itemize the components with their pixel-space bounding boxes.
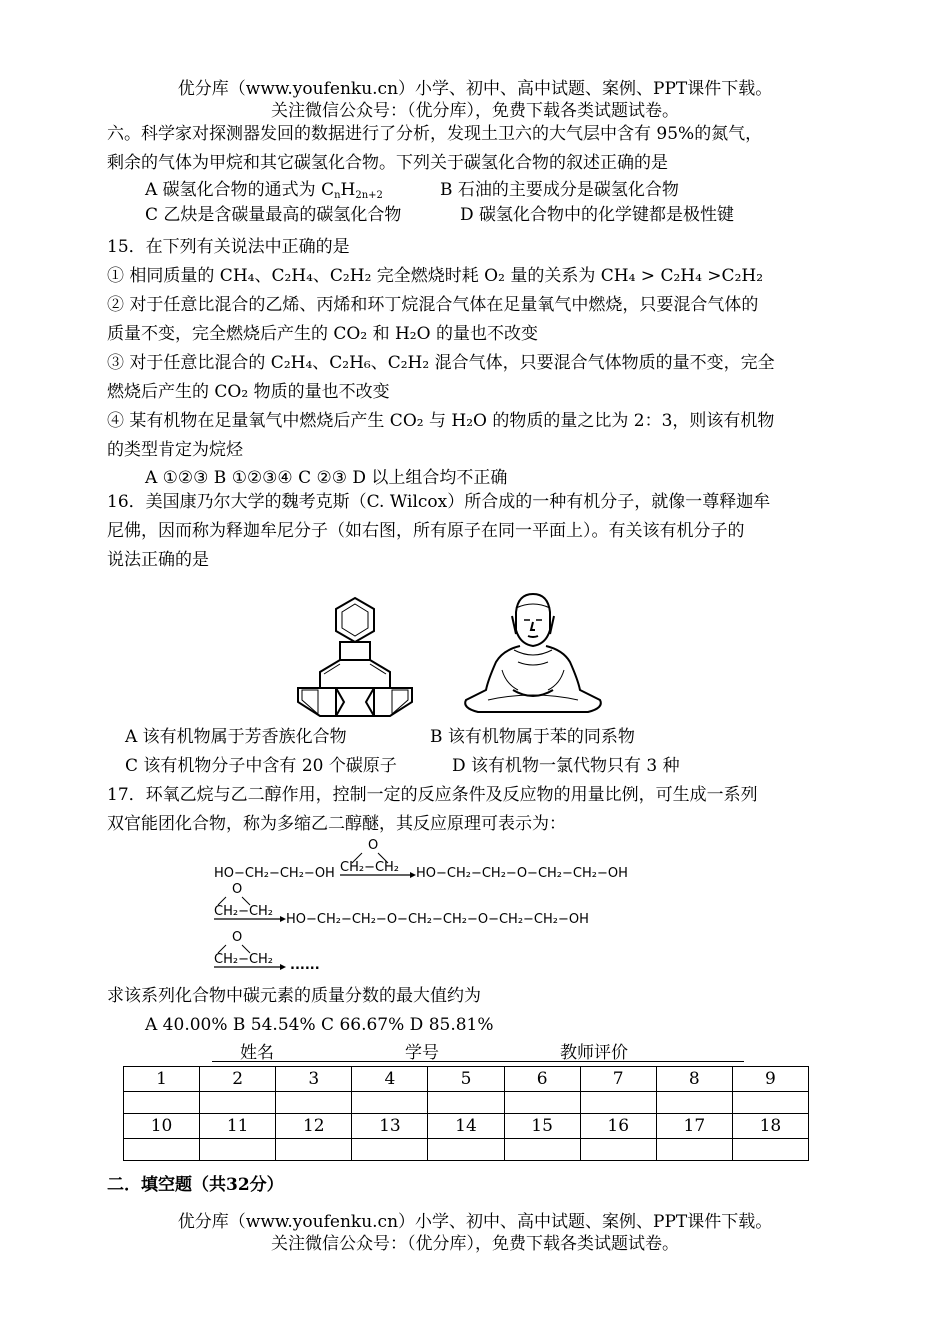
answer-cell[interactable] xyxy=(276,1092,352,1114)
svg-text:O: O xyxy=(368,838,379,853)
epoxide-reagent-1 xyxy=(340,838,399,875)
answer-number-row-1 xyxy=(124,1067,809,1092)
q17-line-1: 17．环氧乙烷与乙二醇作用，控制一定的反应条件及反应物的用量比例，可生成一系列 xyxy=(107,785,758,805)
q16-option-a: A 该有机物属于芳香族化合物 xyxy=(125,727,347,747)
answer-sheet-underline xyxy=(212,1061,744,1062)
q-six-option-d: D 碳氢化合物中的化学键都是极性键 xyxy=(460,205,735,225)
answer-cell[interactable] xyxy=(580,1139,656,1161)
answer-number-row-2 xyxy=(124,1114,809,1139)
q-six-option-b: B 石油的主要成分是碳氢化合物 xyxy=(440,180,679,200)
answer-number: 7 xyxy=(580,1067,656,1092)
answer-blank-row-2 xyxy=(124,1139,809,1161)
answer-number: 15 xyxy=(504,1114,580,1139)
svg-text:CH₂−CH₂: CH₂−CH₂ xyxy=(214,952,274,967)
q15-stem: 15．在下列有关说法中正确的是 xyxy=(107,237,350,257)
student-id-label: 学号 xyxy=(405,1043,439,1063)
answer-cell[interactable] xyxy=(732,1139,808,1161)
q16-line-1: 16．美国康乃尔大学的魏考克斯（C. Wilcox）所合成的一种有机分子，就像一尊释迦牟 xyxy=(107,492,771,512)
answer-number: 8 xyxy=(656,1067,732,1092)
q16-option-d: D 该有机物一氯代物只有 3 种 xyxy=(452,756,680,776)
q-six-line-2: 剩余的气体为甲烷和其它碳氢化合物。下列关于碳氢化合物的叙述正确的是 xyxy=(107,153,668,173)
buddha-figure xyxy=(458,590,608,720)
epoxide-reagent-3 xyxy=(214,930,273,967)
q-six-option-a: A 碳氢化合物的通式为 $C_nH_{2n+2}$ xyxy=(145,180,383,201)
answer-cell[interactable] xyxy=(200,1092,276,1114)
answer-cell[interactable] xyxy=(124,1092,200,1114)
answer-cell[interactable] xyxy=(656,1092,732,1114)
answer-grid xyxy=(123,1066,809,1161)
answer-number: 1 xyxy=(124,1067,200,1092)
answer-number: 4 xyxy=(352,1067,428,1092)
reaction-scheme xyxy=(210,835,650,975)
q15-statement-4b: 的类型肯定为烷烃 xyxy=(107,440,243,460)
answer-cell[interactable] xyxy=(352,1139,428,1161)
answer-number: 2 xyxy=(200,1067,276,1092)
answer-cell[interactable] xyxy=(732,1092,808,1114)
answer-number: 13 xyxy=(352,1114,428,1139)
q16-option-b: B 该有机物属于苯的同系物 xyxy=(430,727,635,747)
q15-statement-2a: ② 对于任意比混合的乙烯、丙烯和环丁烷混合气体在足量氧气中燃烧，只要混合气体的 xyxy=(107,295,759,315)
q15-options: A ①②③ B ①②③④ C ②③ D 以上组合均不正确 xyxy=(145,468,508,488)
svg-text:O: O xyxy=(232,882,243,897)
q16-line-2: 尼佛，因而称为释迦牟尼分子（如右图，所有原子在同一平面上）。有关该有机分子的 xyxy=(107,521,745,541)
epoxide-reagent-2 xyxy=(214,882,273,919)
shakyamuni-molecule-figure xyxy=(290,590,420,720)
q15-statement-3b: 燃烧后产生的 CO₂ 物质的量也不改变 xyxy=(107,382,390,402)
answer-number: 17 xyxy=(656,1114,732,1139)
answer-number: 14 xyxy=(428,1114,504,1139)
section-2-title: 二．填空题（共32分） xyxy=(107,1175,284,1195)
answer-cell[interactable] xyxy=(504,1092,580,1114)
answer-cell[interactable] xyxy=(276,1139,352,1161)
eq3-continuation: ...... xyxy=(290,958,320,973)
q15-statement-1: ① 相同质量的 CH₄、C₂H₄、C₂H₂ 完全燃烧时耗 O₂ 量的关系为 CH₄ > C₂H₄ >C₂H₂ xyxy=(107,266,764,286)
answer-number: 9 xyxy=(732,1067,808,1092)
answer-cell[interactable] xyxy=(504,1139,580,1161)
teacher-eval-label: 教师评价 xyxy=(560,1043,628,1063)
q15-statement-2b: 质量不变，完全燃烧后产生的 CO₂ 和 H₂O 的量也不改变 xyxy=(107,324,538,344)
answer-number: 11 xyxy=(200,1114,276,1139)
answer-cell[interactable] xyxy=(352,1092,428,1114)
q16-line-3: 说法正确的是 xyxy=(107,550,209,570)
answer-number: 18 xyxy=(732,1114,808,1139)
answer-cell[interactable] xyxy=(580,1092,656,1114)
q17-options: A 40.00% B 54.54% C 66.67% D 85.81% xyxy=(145,1015,494,1035)
footer-line-2: 关注微信公众号：（优分库），免费下载各类试题试卷。 xyxy=(271,1234,679,1254)
eq1-reactant: HO−CH₂−CH₂−OH xyxy=(214,866,335,881)
q15-statement-3a: ③ 对于任意比混合的 C₂H₄、C₂H₆、C₂H₂ 混合气体，只要混合气体物质的量不变，完全 xyxy=(107,353,775,373)
q17-question: 求该系列化合物中碳元素的质量分数的最大值约为 xyxy=(107,986,481,1006)
header-line-1: 优分库（www.youfenku.cn）小学、初中、高中试题、案例、PPT课件下载。 xyxy=(177,79,773,99)
q16-option-c: C 该有机物分子中含有 20 个碳原子 xyxy=(125,756,397,776)
eq1-product: HO−CH₂−CH₂−O−CH₂−CH₂−OH xyxy=(416,866,628,881)
q-six-option-c: C 乙炔是含碳量最高的碳氢化合物 xyxy=(145,205,402,225)
q17-line-2: 双官能团化合物，称为多缩乙二醇醚，其反应原理可表示为： xyxy=(107,814,566,834)
answer-number: 10 xyxy=(124,1114,200,1139)
answer-number: 3 xyxy=(276,1067,352,1092)
answer-blank-row-1 xyxy=(124,1092,809,1114)
answer-number: 12 xyxy=(276,1114,352,1139)
answer-cell[interactable] xyxy=(656,1139,732,1161)
answer-cell[interactable] xyxy=(428,1092,504,1114)
q15-statement-4a: ④ 某有机物在足量氧气中燃烧后产生 CO₂ 与 H₂O 的物质的量之比为 2：3，则该有机物 xyxy=(107,411,775,431)
answer-number: 6 xyxy=(504,1067,580,1092)
answer-cell[interactable] xyxy=(428,1139,504,1161)
header-line-2: 关注微信公众号：（优分库），免费下载各类试题试卷。 xyxy=(271,101,679,121)
svg-text:O: O xyxy=(232,930,243,945)
svg-text:CH₂−CH₂: CH₂−CH₂ xyxy=(340,860,400,875)
answer-cell[interactable] xyxy=(200,1139,276,1161)
answer-number: 5 xyxy=(428,1067,504,1092)
name-label: 姓名 xyxy=(240,1043,274,1063)
q-six-line-1: 六。科学家对探测器发回的数据进行了分析，发现土卫六的大气层中含有 95%的氮气， xyxy=(107,124,763,144)
answer-number: 16 xyxy=(580,1114,656,1139)
svg-text:CH₂−CH₂: CH₂−CH₂ xyxy=(214,904,274,919)
footer-line-1: 优分库（www.youfenku.cn）小学、初中、高中试题、案例、PPT课件下载。 xyxy=(177,1212,773,1232)
answer-cell[interactable] xyxy=(124,1139,200,1161)
eq2-product: HO−CH₂−CH₂−O−CH₂−CH₂−O−CH₂−CH₂−OH xyxy=(286,912,589,927)
